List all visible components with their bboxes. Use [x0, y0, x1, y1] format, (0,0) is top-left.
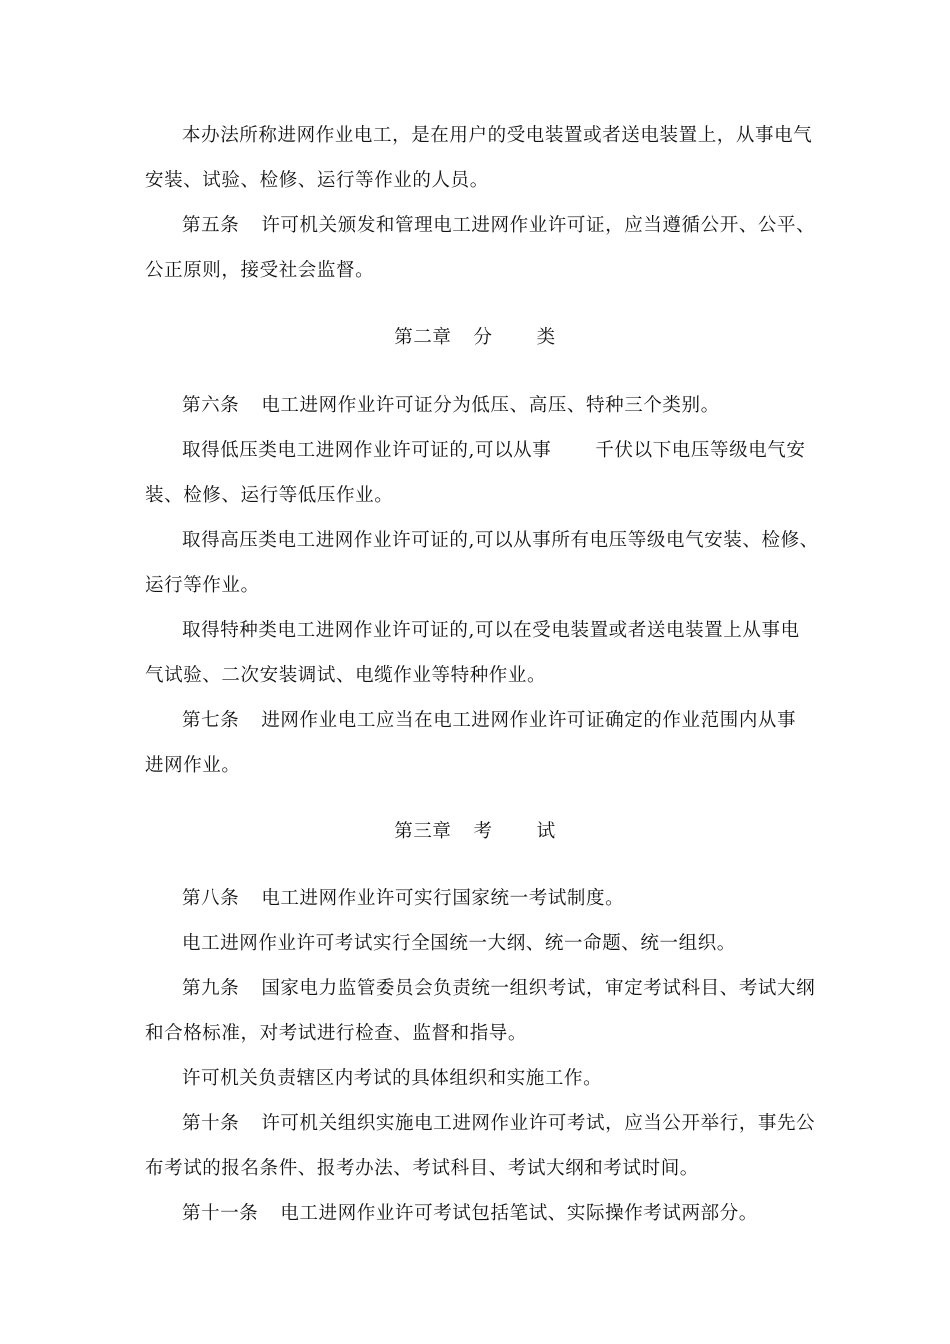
chapter-title-char: 分: [473, 327, 493, 348]
article-5-line-2: [145, 259, 825, 283]
article-number: 第十一条: [182, 1203, 259, 1224]
article-6-line-1: [182, 394, 862, 418]
article-number: 第八条: [182, 888, 240, 909]
special-line-2: [145, 664, 825, 688]
chapter-title-char: 类: [536, 327, 556, 348]
paragraph-text: 气试验、二次安装调试、电缆作业等特种作业。: [145, 665, 547, 686]
paragraph-text: 安装、试验、检修、运行等作业的人员。: [145, 170, 489, 191]
chapter-number: 第二章: [394, 327, 452, 348]
article-10-line-2: [145, 1157, 825, 1181]
article-text: 许可机关颁发和管理电工进网作业许可证，应当遵循公开、公平、: [261, 215, 816, 236]
article-number: 第十条: [182, 1113, 240, 1134]
paragraph-text: 本办法所称进网作业电工，是在用户的受电装置或者送电装置上，从事电气: [182, 125, 813, 146]
low-voltage-line-1: [182, 439, 862, 463]
article-10-line-1: [182, 1112, 862, 1136]
article-8-line-1: [182, 887, 862, 911]
article-number: 第六条: [182, 395, 240, 416]
article-7-line-1: [182, 709, 862, 733]
paragraph-text: 装、检修、运行等低压作业。: [145, 485, 394, 506]
article-text: 进网作业电工应当在电工进网作业许可证确定的作业范围内从事: [261, 710, 797, 731]
paragraph-text: 电工进网作业许可考试实行全国统一大纲、统一命题、统一组织。: [182, 933, 736, 954]
article-number: 第五条: [182, 215, 240, 236]
paragraph-text: 取得特种类电工进网作业许可证的,可以在受电装置或者送电装置上从事电: [182, 620, 800, 641]
local-organization-line-1: [182, 1067, 862, 1091]
paragraph-text: 取得低压类电工进网作业许可证的,可以从事: [182, 440, 552, 461]
article-text: 公正原则，接受社会监督。: [145, 260, 375, 281]
chapter-3-heading: [0, 820, 950, 844]
article-text: 国家电力监管委员会负责统一组织考试，审定考试科目、考试大纲: [261, 978, 816, 999]
paragraph-text: 许可机关负责辖区内考试的具体组织和实施工作。: [182, 1068, 603, 1089]
low-voltage-line-2: [145, 484, 825, 508]
exam-line-1: [182, 932, 862, 956]
paragraph-text: 取得高压类电工进网作业许可证的,可以从事所有电压等级电气安装、检修、: [182, 530, 819, 551]
article-text: 电工进网作业许可实行国家统一考试制度。: [261, 888, 625, 909]
paragraph-text: 千伏以下电压等级电气安: [595, 440, 806, 461]
article-number: 第七条: [182, 710, 240, 731]
article-5-line-1: [182, 214, 862, 238]
paragraph-scope-line-2: [145, 169, 825, 193]
article-9-line-2: [145, 1022, 825, 1046]
article-text: 许可机关组织实施电工进网作业许可考试，应当公开举行，事先公: [261, 1113, 816, 1134]
paragraph-text: 运行等作业。: [145, 575, 260, 596]
high-voltage-line-1: [182, 529, 862, 553]
article-text: 电工进网作业许可考试包括笔试、实际操作考试两部分。: [280, 1203, 758, 1224]
article-text: 布考试的报名条件、报考办法、考试科目、考试大纲和考试时间。: [145, 1158, 699, 1179]
article-number: 第九条: [182, 978, 240, 999]
chapter-number: 第三章: [394, 821, 452, 842]
article-7-line-2: [145, 754, 825, 778]
article-text: 进网作业。: [145, 755, 241, 776]
chapter-title-char: 考: [473, 821, 493, 842]
chapter-title-char: 试: [536, 821, 556, 842]
article-11-line-1: [182, 1202, 862, 1226]
article-text: 和合格标准，对考试进行检查、监督和指导。: [145, 1023, 528, 1044]
article-9-line-1: [182, 977, 862, 1001]
high-voltage-line-2: [145, 574, 825, 598]
special-line-1: [182, 619, 862, 643]
chapter-2-heading: [0, 326, 950, 350]
paragraph-scope-line-1: [182, 124, 862, 148]
article-text: 电工进网作业许可证分为低压、高压、特种三个类别。: [261, 395, 720, 416]
